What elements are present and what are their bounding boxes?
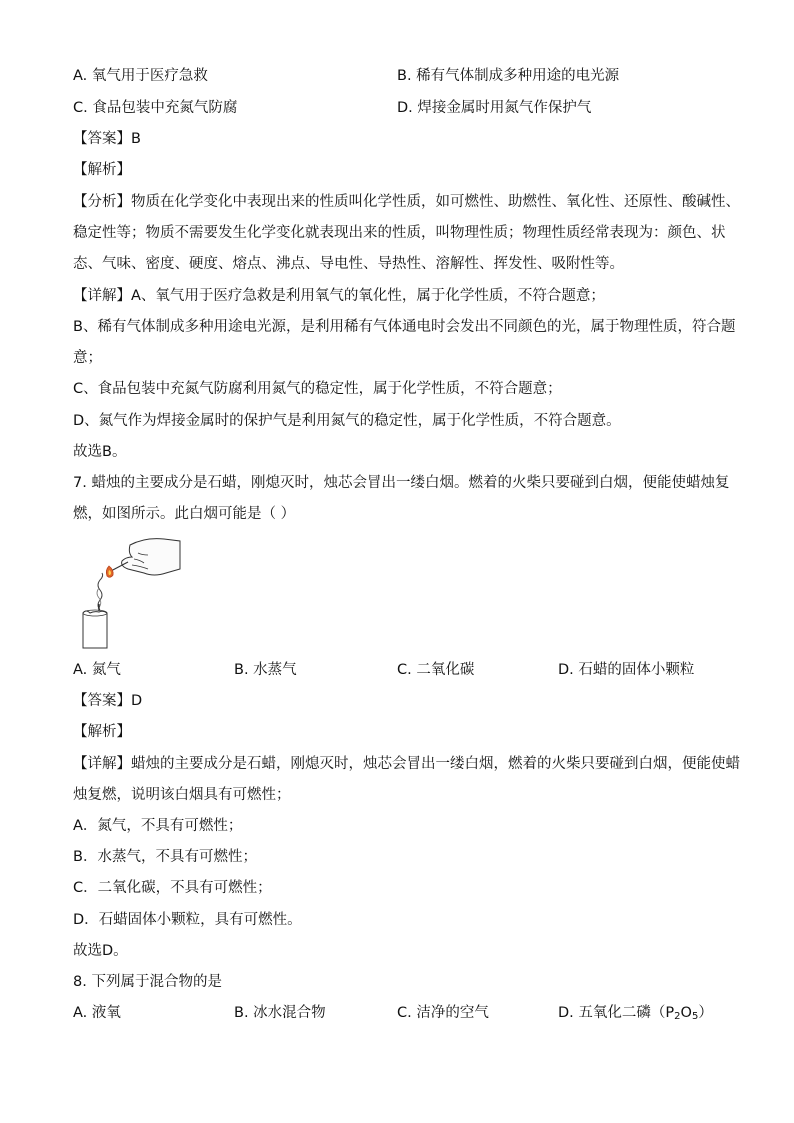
q7-stem-line: 燃，如图所示。此白烟可能是（ ）: [73, 506, 296, 522]
q8-option-d-subscript: 5: [691, 1011, 699, 1022]
q8-option-a: A. 液氧: [73, 1005, 121, 1021]
q8-option-d: [558, 1003, 713, 1027]
q7-detail-line: 【详解】蜡烛的主要成分是石蜡，刚熄灭时，烛芯会冒出一缕白烟，燃着的火柴只要碰到白烟，便能使蜡: [73, 756, 740, 772]
q7-answer: 【答案】D: [73, 693, 143, 709]
q7-stem-line: 7. 蜡烛的主要成分是石蜡，刚熄灭时，烛芯会冒出一缕白烟。燃着的火柴只要碰到白烟，便能使蜡烛复: [73, 475, 730, 491]
q6-analysis-line: 【分析】物质在化学变化中表现出来的性质叫化学性质，如可燃性、助燃性、氧化性、还原性、酸碱性、: [73, 194, 740, 210]
q6-detail-line: D、氮气作为焊接金属时的保护气是利用氮气的稳定性，属于化学性质，不符合题意。: [73, 413, 621, 429]
q8-option-c: C. 洁净的空气: [397, 1005, 489, 1021]
q8-option-d-suffix: ）: [698, 1005, 713, 1021]
q7-detail-line: A．氮气，不具有可燃性；: [73, 818, 243, 834]
q8-option-b: B. 冰水混合物: [234, 1005, 326, 1021]
q8-option-d-prefix: D. 五氧化二磷（P: [558, 1005, 675, 1021]
q7-detail-line: 烛复燃，说明该白烟具有可燃性；: [73, 787, 291, 803]
q7-option-d: D. 石蜡的固体小颗粒: [558, 662, 695, 678]
q7-detail-line: C．二氧化碳，不具有可燃性；: [73, 880, 272, 896]
q8-option-d-mid: O: [680, 1005, 692, 1021]
q6-detail-line: B、稀有气体制成多种用途电光源，是利用稀有气体通电时会发出不同颜色的光，属于物理性质，符合题: [73, 319, 736, 335]
q7-detail-line: B．水蒸气，不具有可燃性；: [73, 849, 257, 865]
q6-answer: 【答案】B: [73, 131, 141, 147]
q6-option-c: C. 食品包装中充氮气防腐: [73, 100, 238, 116]
q8-stem: 8. 下列属于混合物的是: [73, 974, 222, 990]
q6-conclusion: 故选B。: [73, 444, 127, 460]
q7-option-b: B. 水蒸气: [234, 662, 297, 678]
q7-conclusion: 故选D。: [73, 943, 128, 959]
q6-analysis-line: 态、气味、密度、硬度、熔点、沸点、导电性、导热性、溶解性、挥发性、吸附性等。: [73, 256, 624, 272]
q7-detail-line: D．石蜡固体小颗粒，具有可燃性。: [73, 912, 302, 928]
q6-option-b: B. 稀有气体制成多种用途的电光源: [397, 68, 620, 84]
q6-detail-line: 意；: [73, 350, 102, 366]
q6-analysis-label: 【解析】: [73, 162, 131, 178]
q7-option-c: C. 二氧化碳: [397, 662, 475, 678]
q6-option-d: D. 焊接金属时用氮气作保护气: [397, 100, 592, 116]
candle-match-illustration: [70, 533, 185, 651]
candle-match-figure: [70, 533, 185, 651]
q6-analysis-line: 稳定性等；物质不需要发生化学变化就表现出来的性质，叫物理性质；物理性质经常表现为：颜色、状: [73, 225, 726, 241]
q6-option-a: A. 氧气用于医疗急救: [73, 68, 208, 84]
q8-option-d-subscript: 2: [674, 1011, 681, 1022]
q7-option-a: A. 氮气: [73, 662, 121, 678]
q6-detail-line: C、食品包装中充氮气防腐利用氮气的稳定性，属于化学性质，不符合题意；: [73, 381, 562, 397]
q7-analysis-label: 【解析】: [73, 724, 131, 740]
q6-detail-line: 【详解】A、氧气用于医疗急救是利用氧气的氧化性，属于化学性质，不符合题意；: [73, 288, 605, 304]
